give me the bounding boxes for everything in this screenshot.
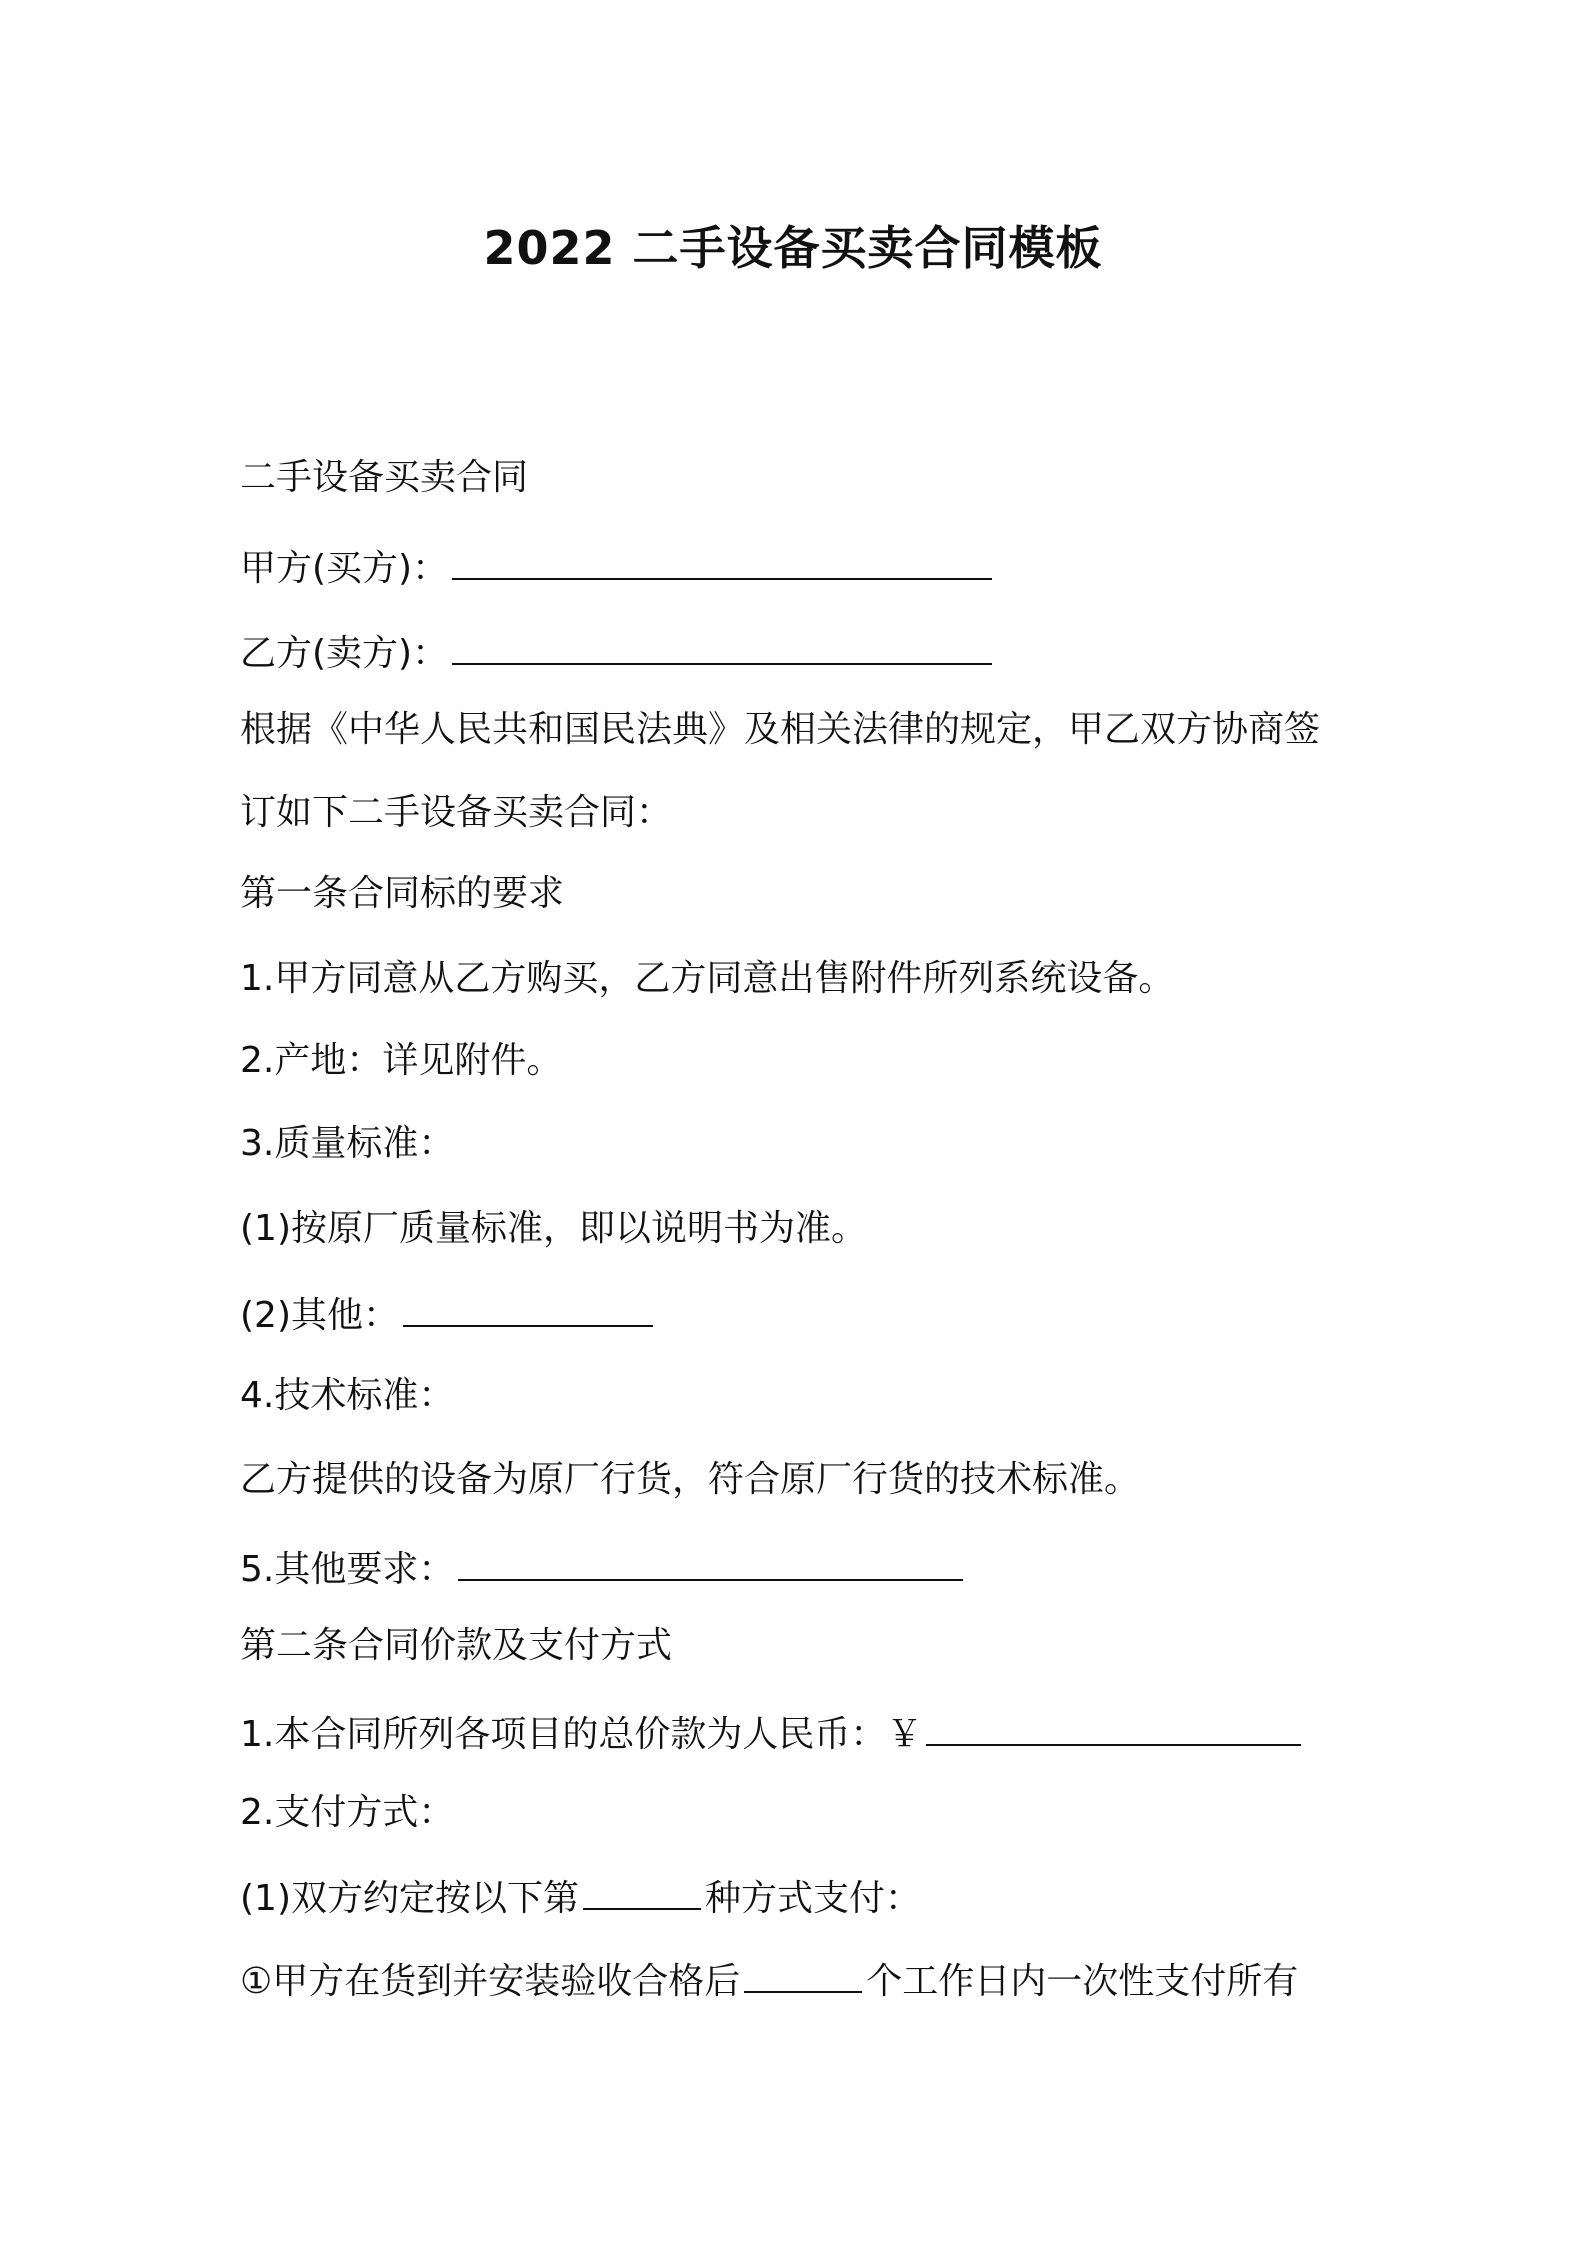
quality-standard-1: (1)按原厂质量标准，即以说明书为准。 [240,1208,867,1249]
other-requirements-label: 5.其他要求： [240,1549,455,1590]
article-1-item-4: 4.技术标准： [240,1375,455,1416]
total-price-blank[interactable] [926,1708,1301,1746]
payment-method-1 [240,1955,1298,2006]
party-b-label: 乙方(卖方)： [240,633,449,674]
quality-other-label: (2)其他： [240,1295,399,1336]
payment-option-blank[interactable] [583,1872,701,1910]
technical-standard-text: 乙方提供的设备为原厂行货，符合原厂行货的技术标准。 [240,1459,1141,1500]
party-a-line [240,542,996,593]
payment-method-1-suffix: 个工作日内一次性支付所有 [866,1961,1299,2002]
payment-option-prefix: (1)双方约定按以下第 [240,1878,579,1919]
article-1-item-3: 3.质量标准： [240,1123,455,1164]
other-requirements-blank[interactable] [458,1543,963,1581]
preamble-line-1: 根据《中华人民共和国民法典》及相关法律的规定，甲乙双方协商签 [240,709,1321,750]
payment-option-suffix: 种方式支付： [705,1878,922,1919]
article-1-item-1: 1.甲方同意从乙方购买，乙方同意出售附件所列系统设备。 [240,958,1175,999]
party-b-blank[interactable] [452,627,992,665]
article-1-item-5 [240,1543,967,1594]
party-b-line [240,627,996,678]
payment-method-1-prefix: ①甲方在货到并安装验收合格后 [240,1961,741,2002]
article-1-heading: 第一条合同标的要求 [240,873,565,914]
preamble-line-2: 订如下二手设备买卖合同： [240,792,673,833]
quality-standard-2 [240,1289,657,1340]
payment-option-line [240,1872,921,1923]
article-1-item-2: 2.产地：详见附件。 [240,1040,563,1081]
article-2-heading: 第二条合同价款及支付方式 [240,1625,673,1666]
payment-days-blank[interactable] [744,1955,862,1993]
article-2-item-1 [240,1708,1305,1759]
quality-other-blank[interactable] [403,1289,653,1327]
page-title: 2022 二手设备买卖合同模板 [483,221,1103,275]
party-a-label: 甲方(买方)： [240,548,449,589]
party-a-blank[interactable] [452,542,992,580]
contract-heading: 二手设备买卖合同 [240,457,529,498]
article-2-item-2: 2.支付方式： [240,1792,455,1833]
total-price-label: 1.本合同所列各项目的总价款为人民币：￥ [240,1714,923,1755]
